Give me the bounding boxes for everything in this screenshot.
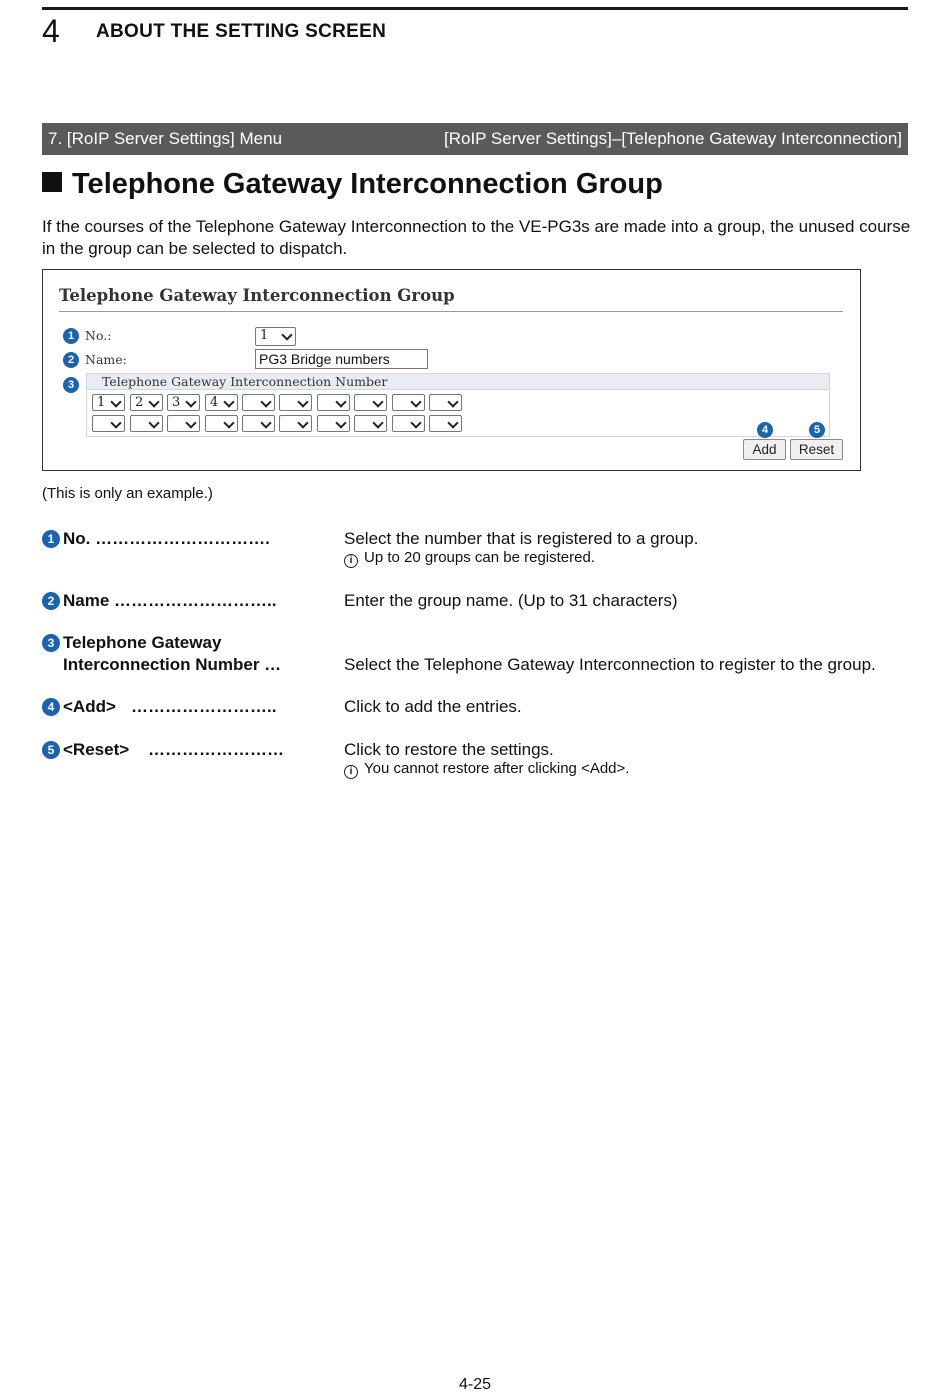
section-title-text: Telephone Gateway Interconnection Group: [72, 168, 663, 200]
course-select-2-6[interactable]: [279, 415, 312, 432]
chapter-number: 4: [42, 13, 60, 49]
select-value: 2: [135, 395, 144, 410]
item-3-term-line2: Interconnection Number …: [63, 655, 282, 674]
add-button[interactable]: Add: [743, 439, 786, 460]
chevron-down-icon: [185, 396, 196, 407]
chevron-down-icon: [297, 396, 308, 407]
item-5-note-text: You cannot restore after clicking <Add>.: [364, 760, 630, 777]
course-select-2-10[interactable]: [429, 415, 462, 432]
course-select-2-4[interactable]: [205, 415, 238, 432]
item-3-term-line1: Telephone Gateway: [63, 633, 222, 652]
info-icon: i: [344, 765, 358, 779]
item-1-term: No. ………………………….: [63, 529, 270, 548]
callout-4: 4: [757, 422, 773, 438]
chevron-down-icon: [335, 417, 346, 428]
item-4-desc: Click to add the entries.: [344, 697, 522, 716]
section-intro: If the courses of the Telephone Gateway Interconnection to the VE-PG3s are made into a group, the unused course in the group can be selected to dispatch.: [42, 217, 911, 258]
chevron-down-icon: [260, 417, 271, 428]
item-5-term: <Reset>: [63, 740, 130, 759]
select-value: 4: [210, 395, 219, 410]
course-select-1-3[interactable]: [167, 394, 200, 411]
reset-button[interactable]: Reset: [790, 439, 843, 460]
item-2-term: Name ………………………..: [63, 591, 277, 610]
name-label: Name:: [85, 352, 127, 367]
info-icon: i: [344, 554, 358, 568]
chapter-title: ABOUT THE SETTING SCREEN: [96, 21, 387, 42]
course-select-1-10[interactable]: [429, 394, 462, 411]
chevron-down-icon: [335, 396, 346, 407]
item-4-dots: ……………………..: [131, 697, 277, 716]
screenshot-title: Telephone Gateway Interconnection Group: [59, 286, 455, 305]
course-select-1-8[interactable]: [354, 394, 387, 411]
item-5-badge: 5: [42, 741, 60, 759]
chevron-down-icon: [281, 329, 292, 340]
select-value: 1: [97, 395, 106, 410]
section-title: [42, 168, 663, 201]
chevron-down-icon: [110, 396, 121, 407]
item-1-desc: Select the number that is registered to a group.: [344, 529, 699, 548]
callout-1: 1: [63, 328, 79, 344]
course-select-1-6[interactable]: [279, 394, 312, 411]
top-rule: [42, 7, 908, 10]
chevron-down-icon: [185, 417, 196, 428]
chevron-down-icon: [447, 396, 458, 407]
course-select-1-2[interactable]: [130, 394, 163, 411]
item-4-term: <Add>: [63, 697, 116, 716]
name-input[interactable]: PG3 Bridge numbers: [255, 349, 428, 369]
group-number-label: Telephone Gateway Interconnection Number: [102, 374, 388, 389]
item-5-note: [344, 760, 629, 779]
page-number: 4-25: [458, 1376, 492, 1393]
select-value: 3: [172, 395, 181, 410]
item-3-desc: Select the Telephone Gateway Interconnection to register to the group.: [344, 655, 876, 674]
menu-path-bar: [42, 123, 908, 155]
item-2-badge: 2: [42, 592, 60, 610]
square-bullet-icon: [42, 172, 62, 192]
no-label: No.:: [85, 328, 112, 343]
item-2-desc: Enter the group name. (Up to 31 characters): [344, 591, 678, 610]
course-select-2-5[interactable]: [242, 415, 275, 432]
course-select-2-7[interactable]: [317, 415, 350, 432]
course-select-1-5[interactable]: [242, 394, 275, 411]
chevron-down-icon: [410, 417, 421, 428]
course-select-1-9[interactable]: [392, 394, 425, 411]
item-3-badge: 3: [42, 634, 60, 652]
course-select-1-1[interactable]: [92, 394, 125, 411]
course-select-1-7[interactable]: [317, 394, 350, 411]
chevron-down-icon: [372, 417, 383, 428]
course-select-2-8[interactable]: [354, 415, 387, 432]
item-5-dots: ……………………: [148, 740, 284, 759]
chevron-down-icon: [447, 417, 458, 428]
screenshot-divider: [59, 311, 843, 312]
item-4-badge: 4: [42, 698, 60, 716]
course-select-1-4[interactable]: [205, 394, 238, 411]
chevron-down-icon: [372, 396, 383, 407]
menu-path-right: [RoIP Server Settings]–[Telephone Gateway Interconnection]: [443, 129, 902, 148]
chevron-down-icon: [110, 417, 121, 428]
chevron-down-icon: [260, 396, 271, 407]
example-caption: (This is only an example.): [42, 485, 213, 502]
callout-3: 3: [63, 377, 79, 393]
callout-2: 2: [63, 352, 79, 368]
course-select-2-9[interactable]: [392, 415, 425, 432]
chevron-down-icon: [297, 417, 308, 428]
item-5-desc: Click to restore the settings.: [344, 740, 554, 759]
course-select-2-2[interactable]: [130, 415, 163, 432]
chevron-down-icon: [148, 417, 159, 428]
settings-screenshot: [42, 269, 861, 471]
chevron-down-icon: [148, 396, 159, 407]
menu-path-left: 7. [RoIP Server Settings] Menu: [48, 129, 283, 148]
course-select-2-3[interactable]: [167, 415, 200, 432]
item-1-badge: 1: [42, 530, 60, 548]
callout-5: 5: [809, 422, 825, 438]
course-select-2-1[interactable]: [92, 415, 125, 432]
no-select-value: 1: [260, 328, 269, 343]
chevron-down-icon: [223, 417, 234, 428]
item-1-note: [344, 549, 595, 568]
no-select[interactable]: [255, 327, 296, 346]
chevron-down-icon: [223, 396, 234, 407]
chevron-down-icon: [410, 396, 421, 407]
item-1-note-text: Up to 20 groups can be registered.: [364, 549, 595, 566]
group-number-header: [86, 373, 830, 390]
